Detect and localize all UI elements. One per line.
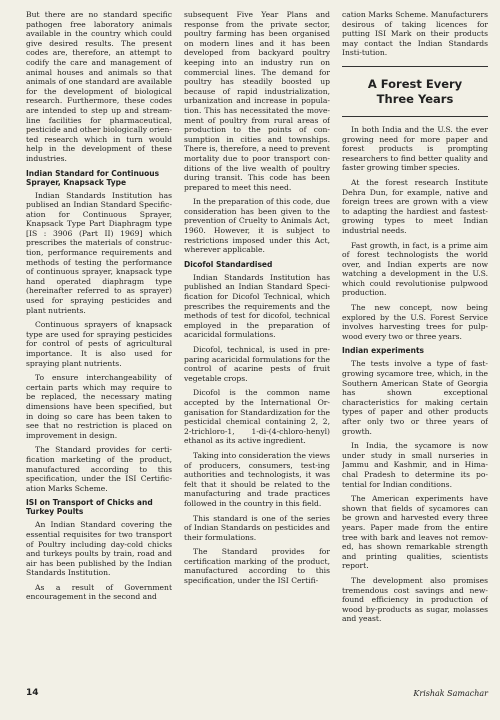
paragraph: In the preparation of this code, due consideration has been given to the prevention of Cruelty to Animals Act, 1960. However, it is subject to restrictions imposed under this Act, wherever applicable. — [184, 197, 330, 255]
paragraph: In India, the sycamore is now under study in small nurseries in Jammu and Kashmir, and in Hima-chal Pradesh to determine its po-tential for Indian conditions. — [342, 441, 488, 489]
paragraph: The Standard provides for certi-fication marketing of the product, manufactured according to this specification, under the ISI Certific-ation Marks Scheme. — [26, 445, 172, 493]
section-heading: Indian Standard for Continuous Sprayer, Knapsack Type — [26, 168, 160, 187]
paragraph: This standard is one of the series of Indian Standards on pesticides and their formulations. — [184, 513, 330, 542]
section-heading: Indian experiments — [342, 346, 425, 356]
feature-title-line-1: A Forest Every — [367, 76, 463, 91]
column-2 — [184, 10, 330, 662]
paragraph: As a result of Government encouragement in the second and — [26, 582, 172, 602]
paragraph: Indian Standards Institution has publised an Indian Standard Specific-ation for Continuous Sprayer, Knapsack Type Part Diaphragm type [IS : 3906 (Part II) 1969] which prescribes the materials of construc-tion, performance requirements and methods of testing the performance of continuous sprayer, knapsack type hand operated diaphragm type (hereinafter referred to as sprayer) used for spraying pesticides and plant nutrients. — [26, 190, 172, 315]
paragraph: Dicofol, technical, is used in pre-paring acaricidal formulations for the control of acarine pests of fruit vegetable crops. — [184, 345, 330, 383]
paragraph: At the forest research Institute Dehra Dun, for example, native and foreign trees are grown with a view to adapting the hardiest and fastest-growing types to meet Indian industrial needs. — [342, 177, 488, 235]
publication-name: Krishak Samachar — [413, 688, 488, 698]
column-3 — [342, 10, 488, 662]
paragraph: An Indian Standard covering the essential requisites for two transport of Poultry including day-cold chicks and turkeys poults by train, road and air has been published by the Indian Standards Institution. — [26, 520, 172, 578]
paragraph: subsequent Five Year Plans and response from the private sector, poultry farming has been organised on modern lines and it has been developed from backyard poultry keeping into an industry run on commercial lines. The demand for poultry has steadily boosted up because of rapid industrialization, urbanization and increase in popula-tion. This has necessitated the move-ment of poultry from rural areas of production to the points of con-sumption in cities and townships. There is, therefore, a need to prevent mortality due to poor transport con-ditions of the live wealth of poultry during transit. This code has been prepared to meet this need. — [184, 10, 330, 192]
page-number: 14 — [26, 688, 39, 698]
section-heading: ISI on Transport of Chicks and Turkey Poults — [26, 498, 153, 517]
page-footer — [26, 686, 488, 700]
paragraph: Fast growth, in fact, is a prime aim of forest technologists the world over, and Indian experts are now watching a development in the U.S. which could revolutionise pulpwood production. — [342, 240, 488, 298]
paragraph: The American experiments have shown that fields of sycamores can be grown and harvested every three years. Paper made from the entire tree with bark and leaves not remov-ed, has shown remarkable strength and printing qualities, scientists report. — [342, 494, 488, 571]
paragraph: Dicofol is the common name accepted by the International Or-ganisation for Standardization for the pesticidal chemical containing 2, 2, 2-trichloro-1, 1-di-(4-chloro-henyl) ethanol as its active ingredient. — [184, 388, 330, 446]
feature-title-line-2: Three Years — [376, 91, 454, 106]
article-columns — [26, 10, 488, 662]
paragraph: To ensure interchangeability of certain parts which may require to be replaced, the necessary mating dimensions have been specified, but in doing so care has been taken to see that no restriction is placed on improvement in design. — [26, 373, 172, 440]
paragraph: In both India and the U.S. the ever growing need for more paper and forest products is prompting researchers to find better quality and faster growing timber species. — [342, 124, 488, 173]
paragraph: cation Marks Scheme. Manufacturers desirous of taking licences for putting ISI Mark on their products may contact the Indian Standards Insti-tution. — [342, 10, 488, 58]
paragraph: But there are no standard specific pathogen free laboratory animals available in the country which could give desired results. The present codes are, therefore, an attempt to codify the care and management of animal houses and animals so that animals of one standard are available for the development of biological research. Furthermore, these codes are intended to step up and stream-line facilities for pharmaceutical, pesticide and other biologically orien-ted research which in turn would help in the development of these industries. — [26, 10, 172, 163]
column-1 — [26, 10, 172, 662]
section-heading: Dicofol Standardised — [184, 259, 273, 269]
paragraph: Indian Standards Institution has published an Indian Standard Speci-fication for Dicofol Technical, which prescribes the requirements and the methods of test for dicofol, technical employed in the preparation of acaricidal formulations. — [184, 272, 330, 340]
paragraph: The new concept, now being explored by the U.S. Forest Service involves harvesting trees for pulp-wood every two or three years. — [342, 303, 488, 341]
paragraph: The development also promises tremendous cost savings and new-found efficiency in production of wood by-products as sugar, molasses and yeast. — [342, 575, 488, 624]
feature-headline — [342, 66, 488, 117]
paragraph: Continuous sprayers of knapsack type are used for spraying pesticides for control of pests of agricultural importance. It is also used for spraying plant nutrients. — [26, 320, 172, 368]
paragraph: The tests involve a type of fast-growing sycamore tree, which, in the Southern American State of Georgia has shown exceptional characteristics for making certain types of paper and other products after only two or three years of growth. — [342, 359, 488, 436]
paragraph: The Standard provides for certification marking of the product, manufactured according to this specification, under the ISI Certifi- — [184, 547, 330, 586]
paragraph: Taking into consideration the views of producers, consumers, test-ing authorities and technologists, it was felt that it should be related to the manufacturing and trade practices followed in the country in this field. — [184, 450, 330, 508]
